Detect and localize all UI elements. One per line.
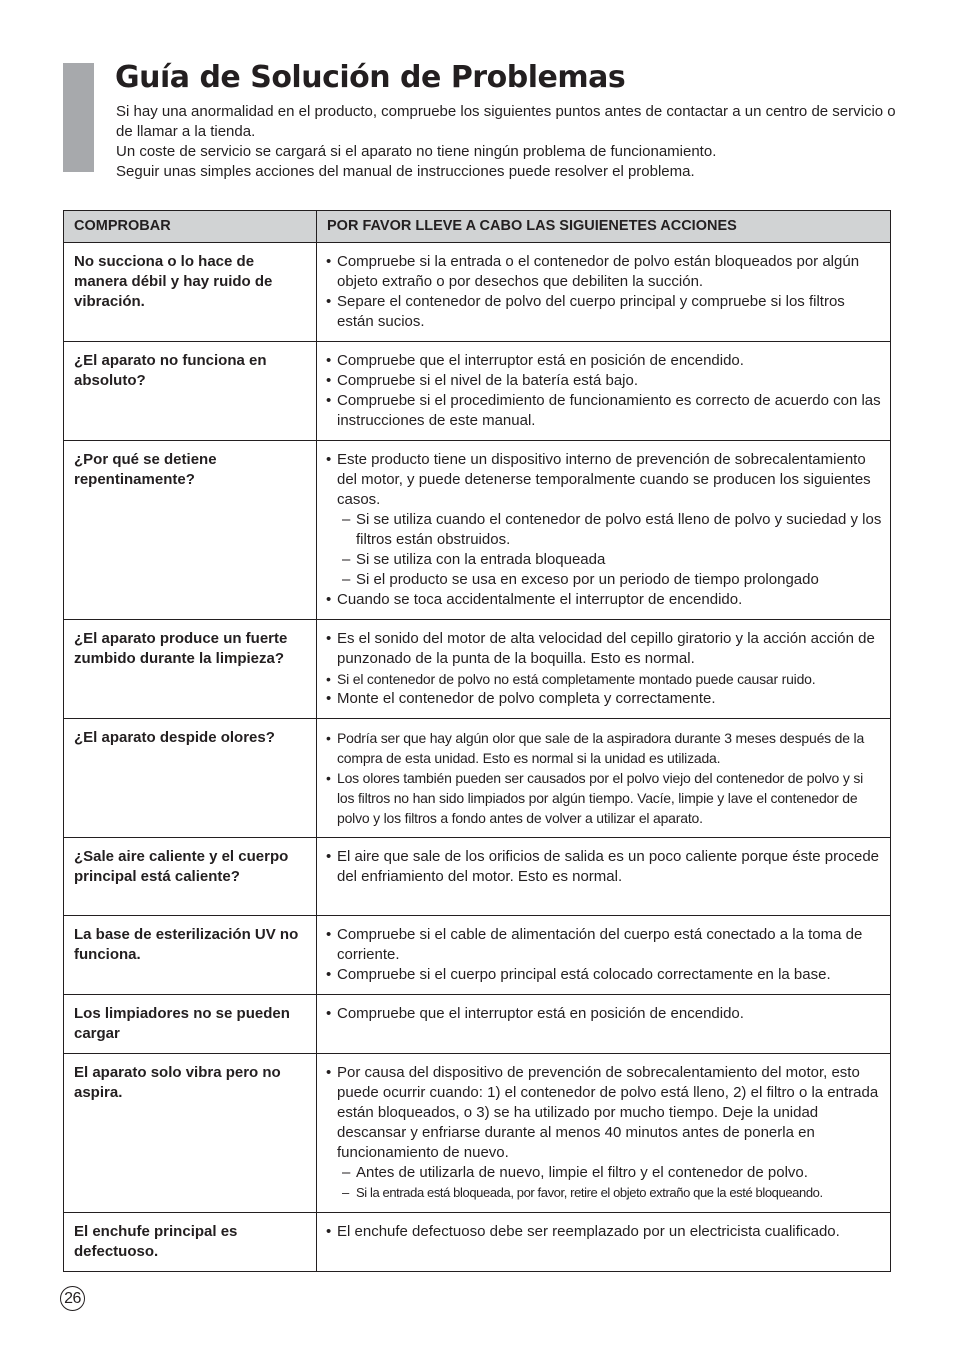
action-item: • Es el sonido del motor de alta velocidad del cepillo giratorio y la acción acción de punzonado de la punta de la boquilla. Esto es normal. [326, 629, 884, 669]
intro-line-3: Seguir unas simples acciones del manual de instrucciones puede resolver el problema. [116, 163, 695, 180]
action-item: • Podría ser que hay algún olor que sale de la aspiradora durante 3 meses después de la compra de esta unidad. Esto es normal si la unidad es utilizada. [326, 728, 884, 768]
actions-cell [317, 995, 891, 1054]
page-number: 26 [60, 1286, 85, 1311]
problem-cell: ¿El aparato produce un fuerte zumbido durante la limpieza? [64, 620, 317, 719]
action-subitem: – Si se utiliza cuando el contenedor de polvo está lleno de polvo y suciedad y los filtros están obstruidos. [326, 510, 884, 550]
problem-cell: ¿El aparato no funciona en absoluto? [64, 342, 317, 441]
action-item: • Si el contenedor de polvo no está completamente montado puede causar ruido. [326, 669, 884, 689]
intro-text [116, 102, 896, 182]
actions-cell [317, 243, 891, 342]
troubleshooting-table [63, 210, 891, 1272]
action-item: • Compruebe si el nivel de la batería está bajo. [326, 371, 884, 391]
table-row [64, 441, 891, 620]
action-item: • Por causa del dispositivo de prevención de sobrecalentamiento del motor, esto puede ocurrir cuando: 1) el contenedor de polvo está lleno, 2) el filtro o la entrada están bloqueados, o 3) se ha utilizado por mucho tiempo. Deje la unidad descansar y enfriarse durante al menos 40 minutos antes de ponerla en funcionamiento de nuevo. [326, 1063, 884, 1163]
table-row [64, 719, 891, 838]
table-row [64, 1054, 891, 1213]
problem-cell: ¿Por qué se detiene repentinamente? [64, 441, 317, 620]
action-item: • Separe el contenedor de polvo del cuerpo principal y compruebe si los filtros están sucios. [326, 292, 884, 332]
table-row [64, 620, 891, 719]
action-item: • El aire que sale de los orificios de salida es un poco caliente porque éste procede del enfriamiento del motor. Esto es normal. [326, 847, 884, 887]
table-row [64, 916, 891, 995]
action-item: • Este producto tiene un dispositivo interno de prevención de sobrecalentamiento del motor, y puede detenerse temporalmente cuando se producen los siguientes casos. [326, 450, 884, 510]
action-item: • Compruebe si el cable de alimentación del cuerpo está conectado a la toma de corriente. [326, 925, 884, 965]
action-item: • Los olores también pueden ser causados por el polvo viejo del contenedor de polvo y si los filtros no han sido limpiados por algún tiempo. Vacíe, limpie y lave el contenedor de polvo y los filtros a fondo antes de volver a utilizar el aparato. [326, 768, 884, 828]
problem-cell: El enchufe principal es defectuoso. [64, 1213, 317, 1272]
page-title: Guía de Solución de Problemas [115, 60, 626, 95]
actions-cell [317, 719, 891, 838]
action-subitem: – Antes de utilizarla de nuevo, limpie el filtro y el contenedor de polvo. [326, 1163, 884, 1183]
action-subitem: – Si la entrada está bloqueada, por favor, retire el objeto extraño que la esté bloqueando. [326, 1183, 884, 1203]
problem-cell: No succiona o lo hace de manera débil y hay ruido de vibración. [64, 243, 317, 342]
action-item: • Compruebe si la entrada o el contenedor de polvo están bloqueados por algún objeto extraño o por desechos que debiliten la succión. [326, 252, 884, 292]
action-item-text: Monte el contenedor de polvo completa y correctamente. [337, 690, 716, 707]
problem-cell: ¿El aparato despide olores? [64, 719, 317, 838]
actions-cell [317, 1213, 891, 1272]
problem-cell: ¿Sale aire caliente y el cuerpo principal está caliente? [64, 838, 317, 916]
action-subitem: – Si se utiliza con la entrada bloqueada [326, 550, 884, 570]
action-subitem: – Si el producto se usa en exceso por un periodo de tiempo prolongado [326, 570, 884, 590]
intro-line-1: Si hay una anormalidad en el producto, compruebe los siguientes puntos antes de contactar a un centro de servicio o de llamar a la tienda. [116, 103, 896, 140]
action-item: • Compruebe que el interruptor está en posición de encendido. [326, 351, 884, 371]
actions-cell [317, 441, 891, 620]
action-item: • Compruebe si el cuerpo principal está colocado correctamente en la base. [326, 965, 884, 985]
table-row [64, 995, 891, 1054]
action-item-continued [326, 689, 884, 709]
title-accent-bar [63, 63, 94, 172]
action-item: • Cuando se toca accidentalmente el interruptor de encendido. [326, 590, 884, 610]
problem-cell: Los limpiadores no se pueden cargar [64, 995, 317, 1054]
actions-cell [317, 838, 891, 916]
action-item: • El enchufe defectuoso debe ser reemplazado por un electricista cualificado. [326, 1222, 884, 1242]
problem-cell: El aparato solo vibra pero no aspira. [64, 1054, 317, 1213]
actions-cell [317, 342, 891, 441]
table-row [64, 1213, 891, 1272]
intro-line-2: Un coste de servicio se cargará si el aparato no tiene ningún problema de funcionamiento. [116, 143, 717, 160]
table-row [64, 838, 891, 916]
actions-cell [317, 916, 891, 995]
actions-cell [317, 620, 891, 719]
action-item: • Compruebe si el procedimiento de funcionamiento es correcto de acuerdo con las instrucciones de este manual. [326, 391, 884, 431]
column-header-actions: POR FAVOR LLEVE A CABO LAS SIGUIENETES ACCIONES [317, 211, 891, 243]
table-row [64, 243, 891, 342]
problem-cell: La base de esterilización UV no funciona. [64, 916, 317, 995]
table-header-row [64, 211, 891, 243]
column-header-check: COMPROBAR [64, 211, 317, 243]
table-row [64, 342, 891, 441]
actions-cell [317, 1054, 891, 1213]
action-item: • Compruebe que el interruptor está en posición de encendido. [326, 1004, 884, 1024]
